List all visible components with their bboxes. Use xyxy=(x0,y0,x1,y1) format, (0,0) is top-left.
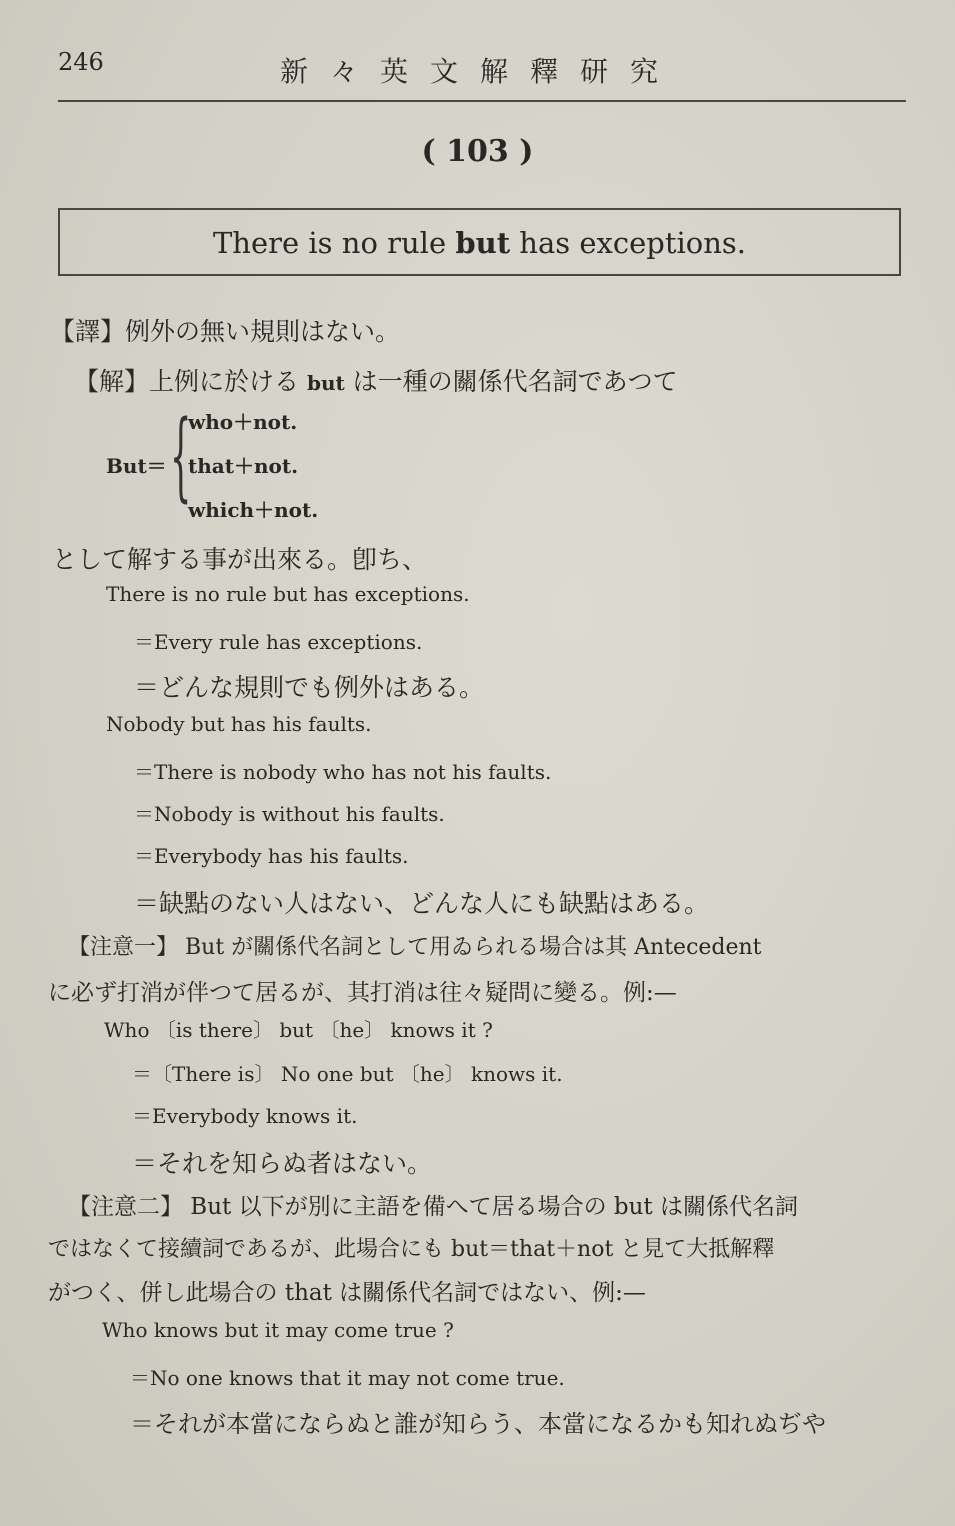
translation-tag: 【譯】 xyxy=(50,317,126,346)
boxed-sentence-keyword: but xyxy=(455,226,511,260)
formula-lhs: But＝ xyxy=(106,454,167,478)
boxed-sentence-post: has exceptions. xyxy=(510,226,747,260)
explanation-tag: 【解】 xyxy=(74,367,150,396)
example-line: ＝それを知らぬ者はない。 xyxy=(132,1149,433,1178)
explanation-pre: 上例に於ける xyxy=(149,367,307,396)
example-box xyxy=(58,208,901,276)
note-2-line: がつく、併し此場合の that は關係代名詞ではない、例:— xyxy=(48,1280,646,1306)
header-rule xyxy=(58,100,906,102)
example-line: ＝どんな規則でも例外はある。 xyxy=(134,673,485,702)
example-line: ＝Nobody is without his faults. xyxy=(134,802,445,826)
formula-item: who＋not. xyxy=(188,410,298,434)
example-line: ＝Every rule has exceptions. xyxy=(134,630,423,654)
formula-item: which＋not. xyxy=(188,498,319,522)
formula-item: that＋not. xyxy=(188,454,299,478)
example-line: There is no rule but has exceptions. xyxy=(106,582,470,606)
explanation-keyword: but xyxy=(306,371,345,395)
text-line: として解する事が出來る。卽ち、 xyxy=(52,545,428,574)
example-line: ＝〔There is〕 No one but 〔he〕 knows it. xyxy=(132,1062,563,1086)
translation-text: 例外の無い規則はない。 xyxy=(125,317,401,346)
example-line: ＝Everybody has his faults. xyxy=(134,844,409,868)
page-number: 246 xyxy=(58,48,104,76)
formula-brace: { xyxy=(170,400,192,512)
explanation-post: は一種の關係代名詞であつて xyxy=(344,367,678,396)
example-line: ＝No one knows that it may not come true. xyxy=(130,1366,565,1390)
note-2-line: 【注意二】 But 以下が別に主語を備へて居る場合の but は關係代名詞 xyxy=(68,1194,798,1220)
boxed-sentence xyxy=(60,226,899,260)
example-line: ＝缺點のない人はない、どんな人にも缺點はある。 xyxy=(134,889,710,918)
note-2-line: ではなくて接續詞であるが、此場合にも but＝that＋not と見て大抵解釋 xyxy=(48,1237,775,1262)
example-line: ＝Everybody knows it. xyxy=(132,1104,358,1128)
section-number: ( 103 ) xyxy=(421,134,534,169)
translation xyxy=(50,312,400,348)
boxed-sentence-pre: There is no rule xyxy=(212,226,456,260)
running-title: 新々英文解釋研究 xyxy=(280,55,681,88)
explanation xyxy=(74,362,678,398)
example-line: Who knows but it may come true ? xyxy=(102,1318,454,1342)
example-line: ＝There is nobody who has not his faults. xyxy=(134,760,552,784)
example-line: Nobody but has his faults. xyxy=(106,712,372,736)
example-line: ＝それが本當にならぬと誰が知らう、本當になるかも知れぬぢや xyxy=(130,1410,826,1438)
note-1-line: 【注意一】 But が關係代名詞として用ゐられる場合は其 Antecedent xyxy=(68,935,762,960)
note-1-line: に必ず打消が伴つて居るが、其打消は往々疑問に變る。例:— xyxy=(48,980,677,1006)
example-line: Who 〔is there〕 but 〔he〕 knows it ? xyxy=(104,1018,493,1042)
